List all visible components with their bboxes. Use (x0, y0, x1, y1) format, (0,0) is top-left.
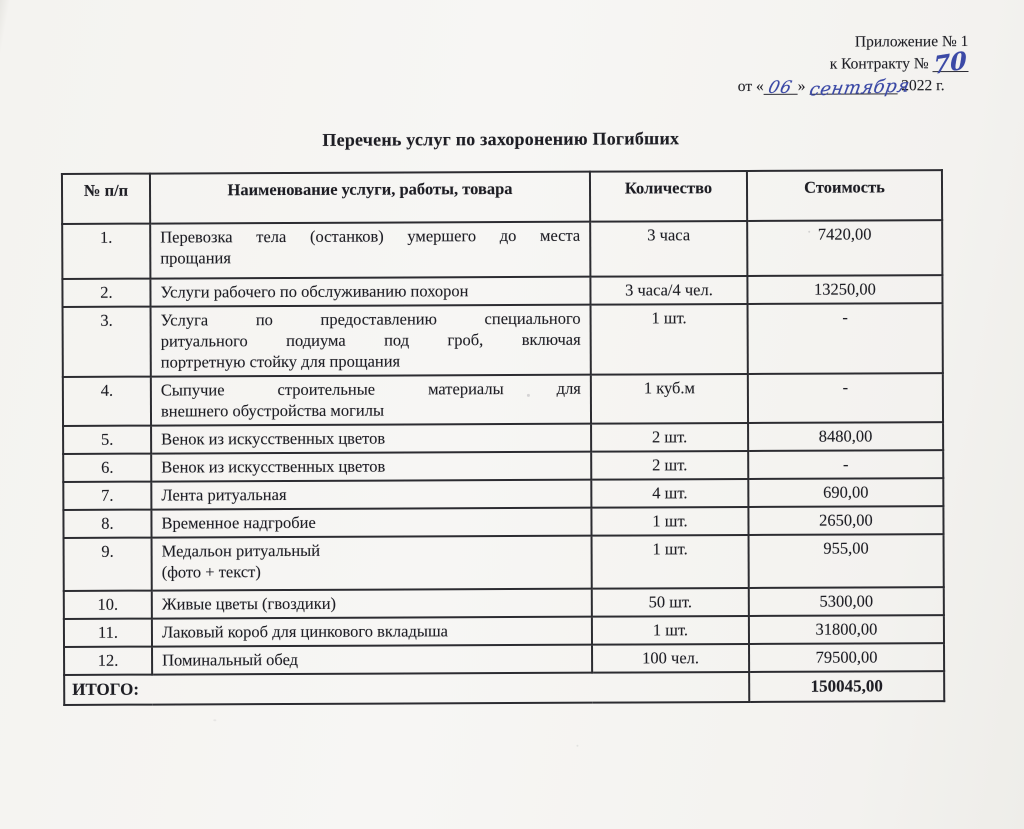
row-number: 1. (62, 224, 150, 279)
table-row (64, 615, 944, 647)
handwritten-contract-number: 70 (933, 45, 968, 80)
column-header-cost: Стоимость (747, 170, 942, 221)
service-name: Медальон ритуальный (фото + текст) (152, 536, 592, 591)
table-row (64, 534, 944, 591)
handwritten-day: 06 (766, 77, 795, 98)
appendix-header (737, 31, 969, 101)
quantity: 1 шт. (591, 507, 748, 536)
row-number: 12. (64, 647, 152, 675)
service-name: Перевозка тела (останков) умершего до места прощания (150, 222, 590, 279)
quantity: 1 шт. (591, 304, 748, 375)
row-number: 6. (63, 454, 151, 482)
cost: 31800,00 (749, 615, 944, 644)
row-number: 2. (62, 279, 150, 307)
table-header (62, 170, 942, 224)
service-table-body (62, 220, 944, 705)
scan-speck (576, 745, 578, 747)
column-header-name: Наименование услуги, работы, товара (150, 172, 590, 224)
table-row (62, 220, 942, 279)
table-row (62, 275, 942, 307)
quantity: 1 шт. (592, 616, 749, 645)
cost: - (748, 450, 943, 479)
quantity: 50 шт. (592, 588, 749, 617)
table-row (64, 643, 944, 675)
total-row (64, 671, 944, 705)
table-row (63, 373, 943, 426)
services-table (61, 169, 945, 706)
cost: 690,00 (748, 478, 943, 507)
column-header-quantity: Количество (590, 171, 747, 222)
row-number: 11. (64, 619, 152, 647)
table-row (63, 506, 943, 538)
row-number: 7. (63, 482, 151, 510)
quantity: 100 чел. (592, 644, 749, 673)
service-name: Лаковый короб для цинкового вкладыша (152, 617, 592, 647)
cost: - (748, 303, 943, 374)
table-row (63, 422, 943, 454)
scan-speck (808, 231, 810, 233)
table-row (63, 450, 943, 482)
date-close-quote: » (797, 77, 806, 95)
cost: 79500,00 (749, 643, 944, 672)
service-name: Сыпучие строительные материалы для внешнего обустройства могилы (151, 375, 591, 426)
total-value: 150045,00 (749, 671, 944, 702)
handwritten-month: сентября (807, 75, 912, 101)
service-name: Лента ритуальная (151, 480, 591, 510)
quantity: 2 шт. (591, 451, 748, 480)
cost: 5300,00 (749, 587, 944, 616)
cost: - (748, 373, 943, 423)
quantity: 3 часа (590, 221, 747, 277)
service-name: Венок из искусственных цветов (151, 452, 591, 482)
date-day-blank (764, 77, 798, 98)
service-name: Венок из искусственных цветов (151, 424, 591, 454)
cost: 13250,00 (747, 275, 942, 304)
row-number: 10. (64, 591, 152, 619)
contract-label: к Контракту № (829, 55, 929, 73)
service-name: Временное надгробие (151, 508, 591, 538)
service-name: Услуга по предоставлению специального ритуального подиума под гроб, включая портретную стойку для прощания (151, 305, 591, 377)
date-month-blank (807, 75, 912, 101)
row-number: 8. (63, 510, 151, 538)
column-header-number: № п/п (62, 174, 150, 224)
document-title: Перечень услуг по захоронению Погибших (322, 128, 680, 150)
row-number: 4. (63, 377, 151, 426)
total-label: ИТОГО: (64, 672, 749, 705)
cost: 955,00 (749, 534, 944, 588)
service-name: Поминальный обед (152, 645, 592, 675)
date-year: 2022 г. (901, 77, 945, 95)
table-row (64, 587, 944, 619)
table-row (63, 478, 943, 510)
cost: 2650,00 (748, 506, 943, 535)
contract-number-line (738, 45, 969, 80)
scan-speck (527, 394, 530, 397)
service-name: Услуги рабочего по обслуживанию похорон (150, 277, 590, 307)
quantity: 1 шт. (592, 535, 749, 589)
quantity: 3 часа/4 чел. (590, 276, 747, 305)
quantity: 2 шт. (591, 423, 748, 452)
table-row (63, 303, 943, 377)
cost: 7420,00 (747, 220, 942, 276)
appendix-number-line: Приложение № 1 (854, 33, 969, 51)
contract-number-blank (932, 45, 968, 80)
cost: 8480,00 (748, 422, 943, 451)
quantity: 1 куб.м (591, 374, 748, 424)
date-prefix: от « (737, 77, 764, 96)
quantity: 4 шт. (591, 479, 748, 508)
row-number: 9. (64, 538, 152, 591)
row-number: 5. (63, 426, 151, 454)
service-name: Живые цветы (гвоздики) (152, 589, 592, 619)
row-number: 3. (63, 307, 151, 377)
scan-speck (213, 719, 216, 721)
